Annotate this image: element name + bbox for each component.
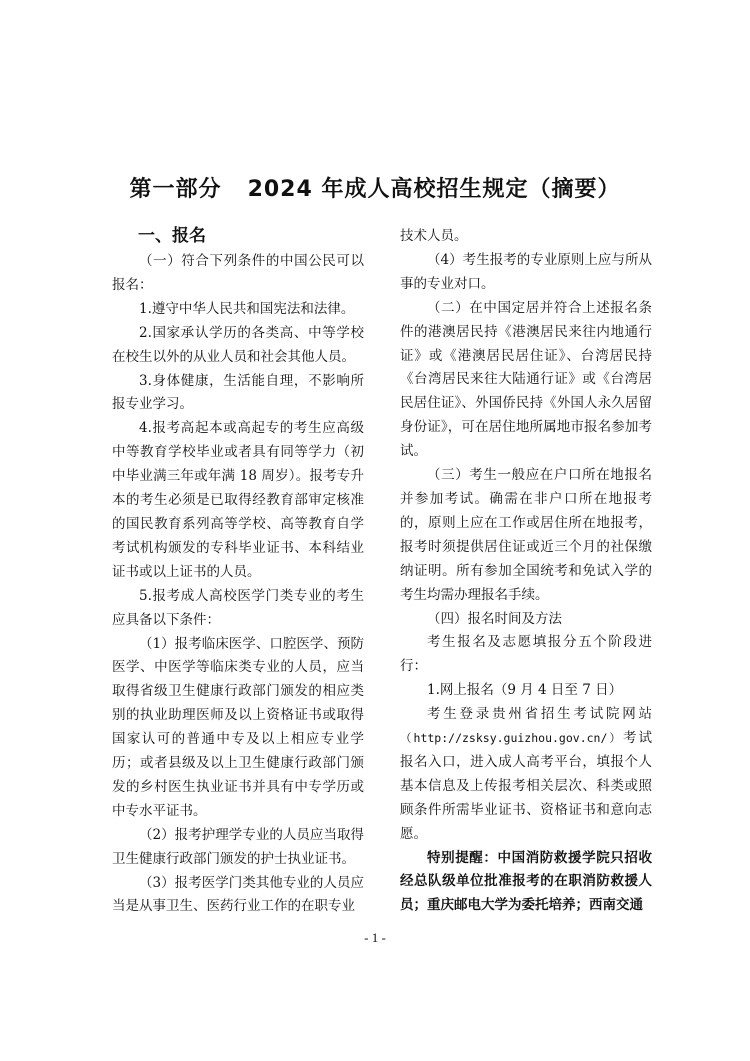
website-url: （http://zsksy.guizhou.gov.cn/） xyxy=(400,731,623,746)
title-part: 第一部分 xyxy=(129,177,222,202)
paragraph: （1）报考临床医学、口腔医学、预防医学、中医学等临床类专业的人员，应当取得省级卫生健康行政部门颁发的相应类别的执业助理医师及以上资格证书或取得国家认可的普通中专及以上相应专业学历；或者县级及以上卫生健康行政部门颁发的乡村医生执业证书并具有中专学历或中专水平证书。 xyxy=(112,635,364,819)
website-paragraph xyxy=(400,703,652,846)
left-column xyxy=(112,222,364,919)
section-heading: 一、报名 xyxy=(138,226,206,246)
paragraph: （二）在中国定居并符合上述报名条件的港澳居民持《港澳居民来往内地通行证》或《港澳居民居住证》、台湾居民持《台湾居民来往大陆通行证》或《台湾居民居住证》、外国侨民持《外国人永久居留身份证》，可在居住地所属地市报名参加考试。 xyxy=(400,299,652,460)
paragraph: 3.身体健康，生活能自理，不影响所报专业学习。 xyxy=(112,372,364,413)
paragraph: 4.报考高起本或高起专的考生应高级中等教育学校毕业或者具有同等学力（初中毕业满三年或年满 18 周岁）。报考专升本的考生必须是已取得经教育部审定核准的国民教育系列高等学校、高等教育自学考试机构颁发的专科毕业证书、本科结业证书或以上证书的人员。 xyxy=(112,420,364,580)
paragraph: （一）符合下列条件的中国公民可以报名： xyxy=(112,253,364,293)
paragraph: 2.国家承认学历的各类高、中等学校在校生以外的从业人员和社会其他人员。 xyxy=(112,324,364,365)
paragraph: （四）报名时间及方法 xyxy=(427,610,562,627)
special-notice: 特别提醒：中国消防救援学院只招收经总队级单位批准报考的在职消防救援人员；重庆邮电大学为委托培养；西南交通 xyxy=(400,849,652,914)
paragraph: 1.遵守中华人民共和国宪法和法律。 xyxy=(139,300,355,317)
paragraph: 1.网上报名（9 月 4 日至 7 日） xyxy=(427,682,623,699)
page-number: - 1 - xyxy=(364,930,386,945)
paragraph-continuation: 技术人员。 xyxy=(400,228,468,244)
paragraph: （3）报考医学门类其他专业的人员应当是从事卫生、医药行业工作的在职专业 xyxy=(112,874,364,915)
page-title xyxy=(0,172,750,203)
website-text-before: 考生登录贵州省招生考试院网站 xyxy=(427,706,652,723)
title-text: 2024 年成人高校招生规定（摘要） xyxy=(247,177,621,202)
paragraph: 考生报名及志愿填报分五个阶段进行： xyxy=(400,634,652,675)
paragraph: （4）考生报考的专业原则上应与所从事的专业对口。 xyxy=(400,251,652,292)
paragraph: （2）报考护理学专业的人员应当取得卫生健康行政部门颁发的护士执业证书。 xyxy=(112,826,364,867)
paragraph: （三）考生一般应在户口所在地报名并参加考试。确需在非户口所在地报考的，原则上应在工作或居住所在地报考，报考时须提供居住证或近三个月的社保缴纳证明。所有参加全国统考和免试入学的考生均需办理报名手续。 xyxy=(400,467,652,603)
website-text-after: 考试报名入口，进入成人高考平台，填报个人基本信息及上传报考相关层次、科类或照顾条件所需毕业证书、资格证书和意向志愿。 xyxy=(400,730,652,842)
paragraph: 5.报考成人高校医学门类专业的考生应具备以下条件： xyxy=(112,587,364,628)
right-column xyxy=(400,225,652,918)
